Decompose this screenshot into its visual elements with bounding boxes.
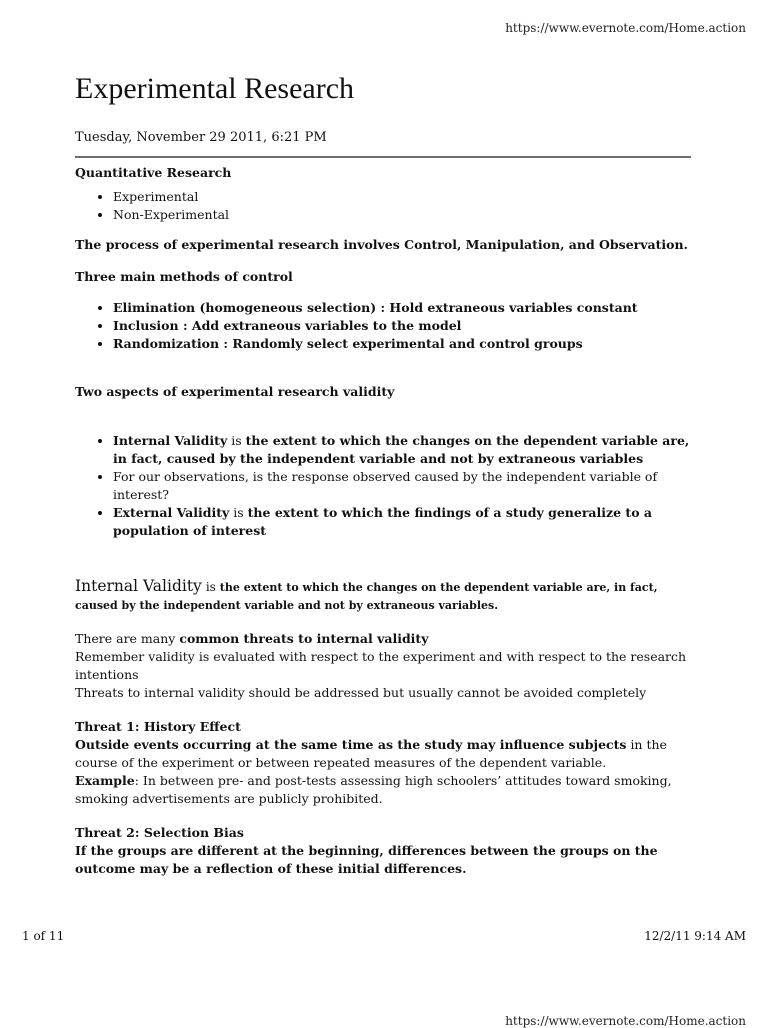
list-item: • Elimination (homogeneous selection) : Hold extraneous variables constant — [113, 299, 695, 317]
threat2-heading: Threat 2: Selection Bias — [75, 825, 244, 840]
is-word: is — [205, 580, 216, 594]
threat1-rest: in the course of the experiment or between repeated measures of the dependent variable. — [75, 737, 667, 770]
internal-validity-term: Internal Validity — [75, 577, 202, 595]
internal-validity-definition: the extent to which the changes on the dependent variable are, in fact, caused by the independent variable and not by extraneous variables — [113, 433, 690, 466]
list-item: • Inclusion : Add extraneous variables to the model — [113, 317, 695, 335]
validity-heading: Two aspects of experimental research validity — [75, 384, 395, 399]
threat1-description — [75, 736, 695, 772]
title-divider — [75, 156, 691, 158]
threat1-bold: Outside events occurring at the same time as the study may influence subjects — [75, 737, 627, 752]
internal-validity-section-heading — [75, 578, 695, 614]
threat2-description: If the groups are different at the beginning, differences between the groups on the outcome may be a reflection of these initial differences. — [75, 843, 658, 876]
list-item: • Randomization : Randomly select experimental and control groups — [113, 335, 695, 353]
is-word: is — [231, 433, 242, 448]
threats-intro-bold: common threats to internal validity — [179, 631, 429, 646]
validity-list — [75, 432, 695, 540]
note-title: Experimental Research — [75, 72, 355, 105]
print-timestamp: 12/2/11 9:14 AM — [644, 929, 746, 943]
threats-intro-prefix: There are many — [75, 631, 176, 646]
threats-intro — [75, 630, 695, 648]
addressed-note: Threats to internal validity should be addressed but usually cannot be avoided completely — [75, 685, 647, 700]
external-validity-definition: the extent to which the findings of a study generalize to a population of interest — [113, 505, 652, 538]
quantitative-list — [75, 188, 695, 224]
example-text: : In between pre- and post-tests assessing high schoolers’ attitudes toward smoking, smoking advertisements are publicly prohibited. — [75, 773, 672, 806]
list-item — [113, 432, 695, 468]
threat1-heading: Threat 1: History Effect — [75, 719, 241, 734]
page-url-header: https://www.evernote.com/Home.action — [505, 21, 746, 35]
external-validity-term: External Validity — [113, 505, 230, 520]
note-date: Tuesday, November 29 2011, 6:21 PM — [75, 130, 327, 145]
page-number: 1 of 11 — [22, 929, 65, 943]
note-body — [75, 164, 695, 878]
remember-note: Remember validity is evaluated with respect to the experiment and with respect to the research intentions — [75, 649, 687, 682]
list-item: • Experimental — [113, 188, 695, 206]
threat1-example — [75, 772, 695, 808]
list-item: • For our observations, is the response observed caused by the independent variable of interest? — [113, 468, 695, 504]
is-word: is — [233, 505, 244, 520]
internal-validity-definition: the extent to which the changes on the dependent variable are, in fact, caused by the independent variable and not by extraneous variables. — [75, 581, 658, 612]
example-label: Example — [75, 773, 135, 788]
page-url-footer: https://www.evernote.com/Home.action — [505, 1014, 746, 1028]
internal-validity-term: Internal Validity — [113, 433, 228, 448]
control-methods-heading: Three main methods of control — [75, 269, 293, 284]
list-item — [113, 504, 695, 540]
list-item: • Non-Experimental — [113, 206, 695, 224]
quantitative-heading: Quantitative Research — [75, 165, 232, 180]
control-methods-list — [75, 299, 695, 353]
process-statement: The process of experimental research involves Control, Manipulation, and Observation. — [75, 237, 688, 252]
